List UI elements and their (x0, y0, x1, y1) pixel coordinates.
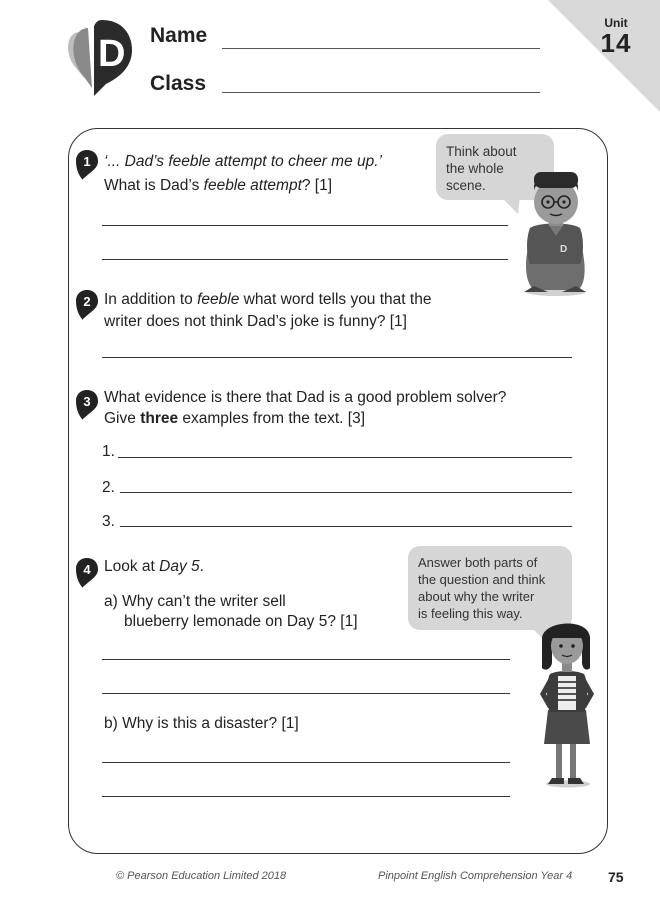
boy-tip-line: scene. (446, 178, 486, 193)
question-3-line-2 (104, 408, 365, 430)
girl-tip-line: is feeling this way. (418, 606, 523, 621)
question-4-intro (104, 556, 204, 578)
answer-line[interactable] (102, 225, 508, 226)
girl-tip-line: Answer both parts of (418, 555, 538, 570)
question-1-prompt-emphasis: feeble attempt (203, 177, 302, 194)
question-3-number: 3 (83, 394, 91, 409)
question-2-line-1 (104, 289, 431, 311)
girl-tip-line: about why the writer (418, 589, 535, 604)
question-2-emphasis: feeble (197, 291, 240, 308)
svg-text:D: D (560, 244, 568, 255)
answer-line[interactable] (102, 693, 510, 694)
question-4-intro-start: Look at (104, 558, 160, 575)
question-4-intro-end: . (199, 558, 204, 575)
boy-character-illustration (514, 166, 596, 298)
question-2-line-2: writer does not think Dad’s joke is funny? [1] (104, 313, 407, 330)
question-1-prompt-start: What is Dad’s (104, 177, 204, 194)
answer-line[interactable] (118, 457, 572, 458)
question-1-prompt (104, 175, 332, 197)
question-2-marker (76, 290, 98, 320)
question-3-line-2-end: examples from the text. [3] (178, 410, 366, 427)
footer-copyright: © Pearson Education Limited 2018 (116, 870, 287, 882)
question-4a-line-1: a) Why can’t the writer sell (104, 593, 286, 610)
logo-letter: D (98, 33, 126, 75)
answer-line[interactable] (102, 762, 510, 763)
question-1-number: 1 (83, 154, 91, 169)
answer-line[interactable] (102, 796, 510, 797)
question-4b: b) Why is this a disaster? [1] (104, 715, 299, 732)
question-3-line-2-start: Give (104, 410, 141, 427)
question-2-line-1-end: what word tells you that the (239, 291, 432, 308)
name-label: Name (150, 24, 208, 47)
answer-line[interactable] (102, 259, 508, 260)
answer-item-label: 1. (102, 443, 115, 460)
girl-tip-line: the question and think (418, 572, 546, 587)
question-1-prompt-end: ? [1] (301, 177, 333, 194)
boy-tip-line: Think about (446, 144, 517, 159)
question-4a-line-2: blueberry lemonade on Day 5? [1] (124, 613, 358, 630)
question-4-number: 4 (83, 562, 91, 577)
question-4-emphasis: Day 5 (159, 558, 200, 575)
question-2-line-1-start: In addition to (104, 291, 198, 308)
class-line[interactable] (222, 92, 540, 93)
footer-series: Pinpoint English Comprehension Year 4 (378, 870, 573, 882)
boy-tip-line: the whole (446, 161, 504, 176)
question-3-bold-word: three (140, 410, 179, 427)
question-3-line-1: What evidence is there that Dad is a good problem solver? (104, 389, 507, 406)
unit-label: Unit (604, 16, 628, 30)
answer-item-label: 3. (102, 513, 115, 530)
answer-line[interactable] (120, 492, 572, 493)
answer-line[interactable] (120, 526, 572, 527)
answer-item-label: 2. (102, 479, 115, 496)
logo-d (62, 18, 134, 96)
question-1-quote: ‘... Dad’s feeble attempt to cheer me up.’ (104, 153, 383, 170)
answer-line[interactable] (102, 659, 510, 660)
page-number: 75 (608, 869, 624, 885)
class-label: Class (150, 72, 207, 95)
question-3-marker (76, 390, 98, 420)
name-line[interactable] (222, 48, 540, 49)
unit-number: 14 (600, 28, 632, 58)
question-2-number: 2 (83, 294, 91, 309)
answer-line[interactable] (102, 357, 572, 358)
question-4-marker (76, 558, 98, 588)
question-1-marker (76, 150, 98, 180)
girl-character-illustration (528, 610, 608, 790)
